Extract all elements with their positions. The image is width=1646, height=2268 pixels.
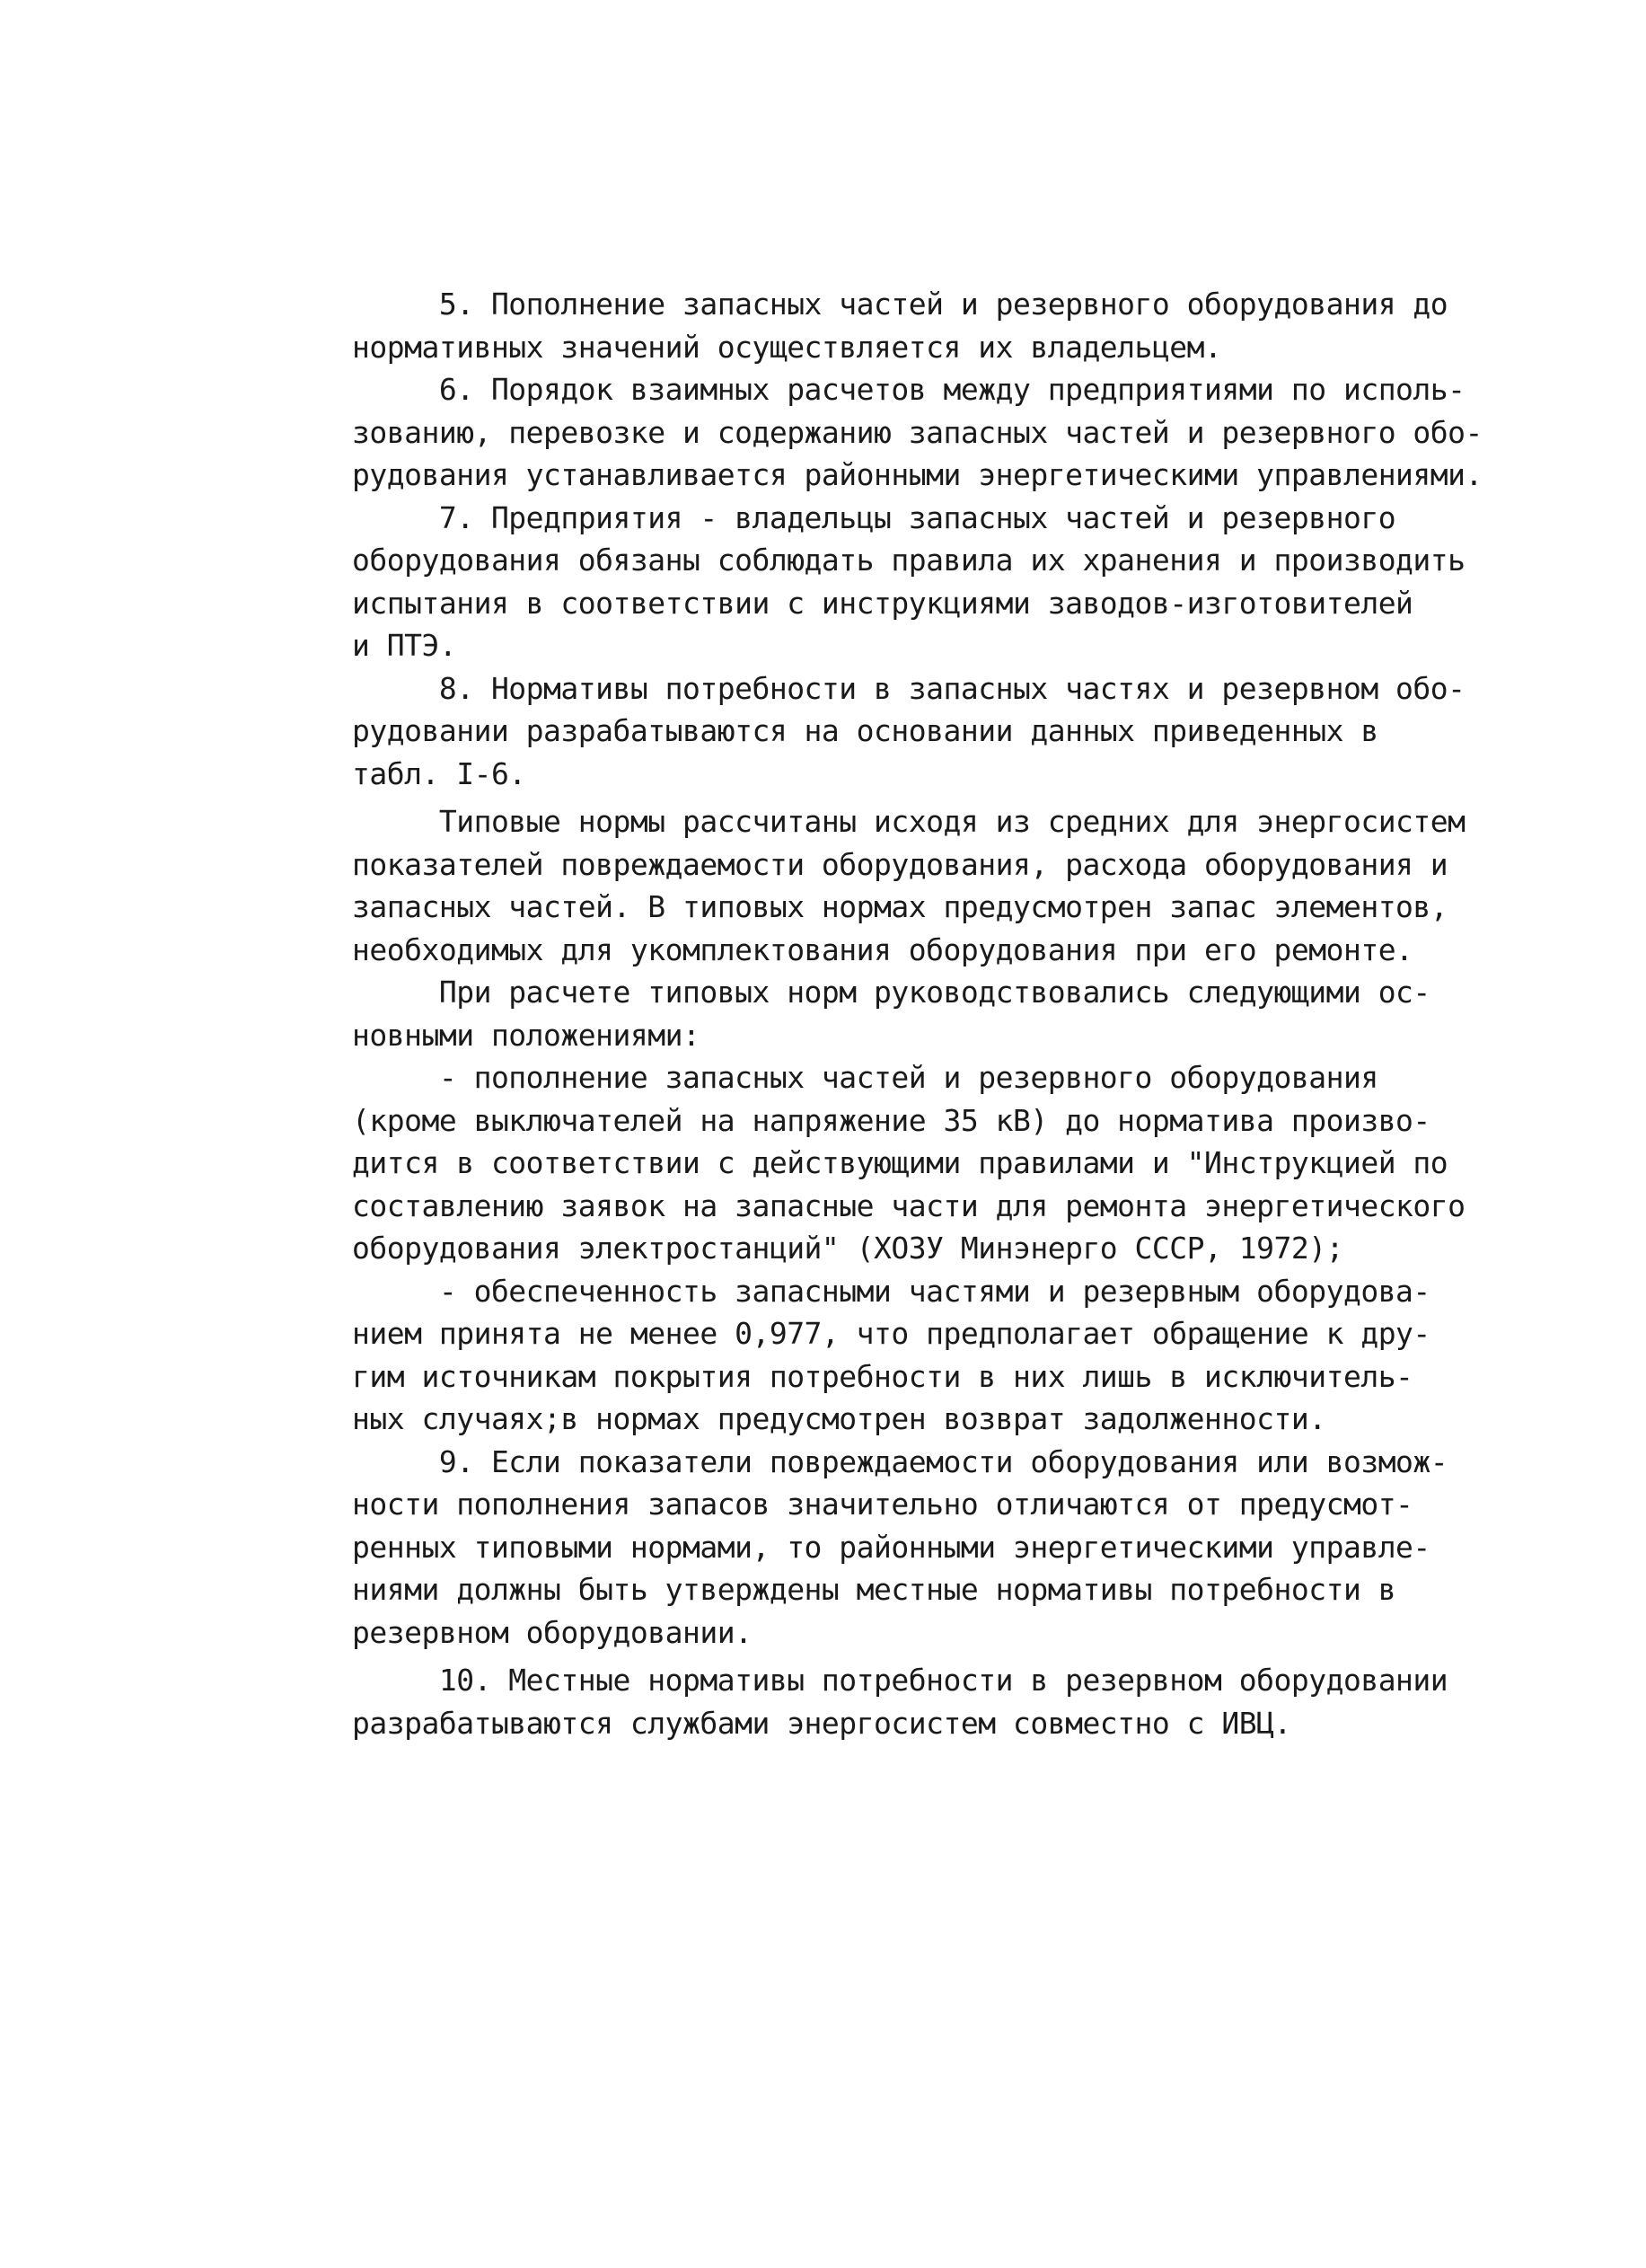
document-text xyxy=(352,283,1510,1744)
paragraph-7-line-2: оборудования обязаны соблюдать правила их хранения и производить xyxy=(352,543,1466,578)
typical-norms-line-2: показателей повреждаемости оборудования, расхода оборудования и xyxy=(352,846,1448,882)
paragraph-9-line-3: ренных типовыми нормами, то районными энергетическими управле- xyxy=(352,1529,1430,1565)
typical-norms-line-3: запасных частей. В типовых нормах предусмотрен запас элементов, xyxy=(352,889,1448,924)
bullet-1-line-3: дится в соответствии с действующими правилами и "Инструкцией по xyxy=(352,1145,1448,1180)
bullet-1-line-5: оборудования электростанций" (ХОЗУ Минэнерго СССР, 1972); xyxy=(352,1231,1343,1266)
paragraph-5-line-1: 5. Пополнение запасных частей и резервного оборудования до xyxy=(352,287,1448,322)
paragraph-6-line-2: зованию, перевозке и содержанию запасных частей и резервного обо- xyxy=(352,414,1483,450)
paragraph-6-line-1: 6. Порядок взаимных расчетов между предприятиями по исполь- xyxy=(352,372,1466,407)
paragraph-7-line-4: и ПТЭ. xyxy=(352,628,457,663)
paragraph-5-line-2: нормативных значений осуществляется их владельцем. xyxy=(352,329,1222,365)
paragraph-10-line-2: разрабатываются службами энергосистем совместно с ИВЦ. xyxy=(352,1705,1291,1741)
bullet-2-line-4: ных случаях;в нормах предусмотрен возврат задолженности. xyxy=(352,1401,1326,1436)
typical-norms-line-1: Типовые нормы рассчитаны исходя из средних для энергосистем xyxy=(352,804,1466,839)
bullet-1-line-2: (кроме выключателей на напряжение 35 кВ) до норматива произво- xyxy=(352,1102,1430,1138)
paragraph-8-line-1: 8. Нормативы потребности в запасных частях и резервном обо- xyxy=(352,670,1466,706)
paragraph-10-line-1: 10. Местные нормативы потребности в резервном оборудовании xyxy=(352,1663,1448,1698)
paragraph-8-line-3: табл. I-6. xyxy=(352,755,526,791)
calculation-line-1: При расчете типовых норм руководствовались следующими ос- xyxy=(352,975,1430,1010)
paragraph-9-line-2: ности пополнения запасов значительно отличаются от предусмот- xyxy=(352,1487,1413,1522)
paragraph-9-line-4: ниями должны быть утверждены местные нормативы потребности в xyxy=(352,1572,1396,1607)
bullet-1-line-1: - пополнение запасных частей и резервного оборудования xyxy=(352,1060,1378,1095)
typical-norms-line-4: необходимых для укомплектования оборудования при его ремонте. xyxy=(352,931,1413,967)
bullet-2-line-1: - обеспеченность запасными частями и резервным оборудова- xyxy=(352,1273,1430,1309)
paragraph-9-line-5: резервном оборудовании. xyxy=(352,1614,753,1650)
paragraph-7-line-1: 7. Предприятия - владельцы запасных частей и резервного xyxy=(352,499,1396,535)
bullet-2-line-3: гим источникам покрытия потребности в них лишь в исключитель- xyxy=(352,1358,1413,1394)
paragraph-7-line-3: испытания в соответствии с инструкциями заводов-изготовителей xyxy=(352,585,1413,621)
bullet-2-line-2: нием принята не менее 0,977, что предполагает обращение к дру- xyxy=(352,1316,1430,1351)
paragraph-6-line-3: рудования устанавливается районными энергетическими управлениями. xyxy=(352,457,1483,492)
calculation-line-2: новными положениями: xyxy=(352,1017,700,1053)
bullet-1-line-4: составлению заявок на запасные части для ремонта энергетического xyxy=(352,1187,1466,1223)
paragraph-8-line-2: рудовании разрабатываются на основании данных приведенных в xyxy=(352,713,1378,748)
paragraph-9-line-1: 9. Если показатели повреждаемости оборудования или возмож- xyxy=(352,1443,1448,1479)
